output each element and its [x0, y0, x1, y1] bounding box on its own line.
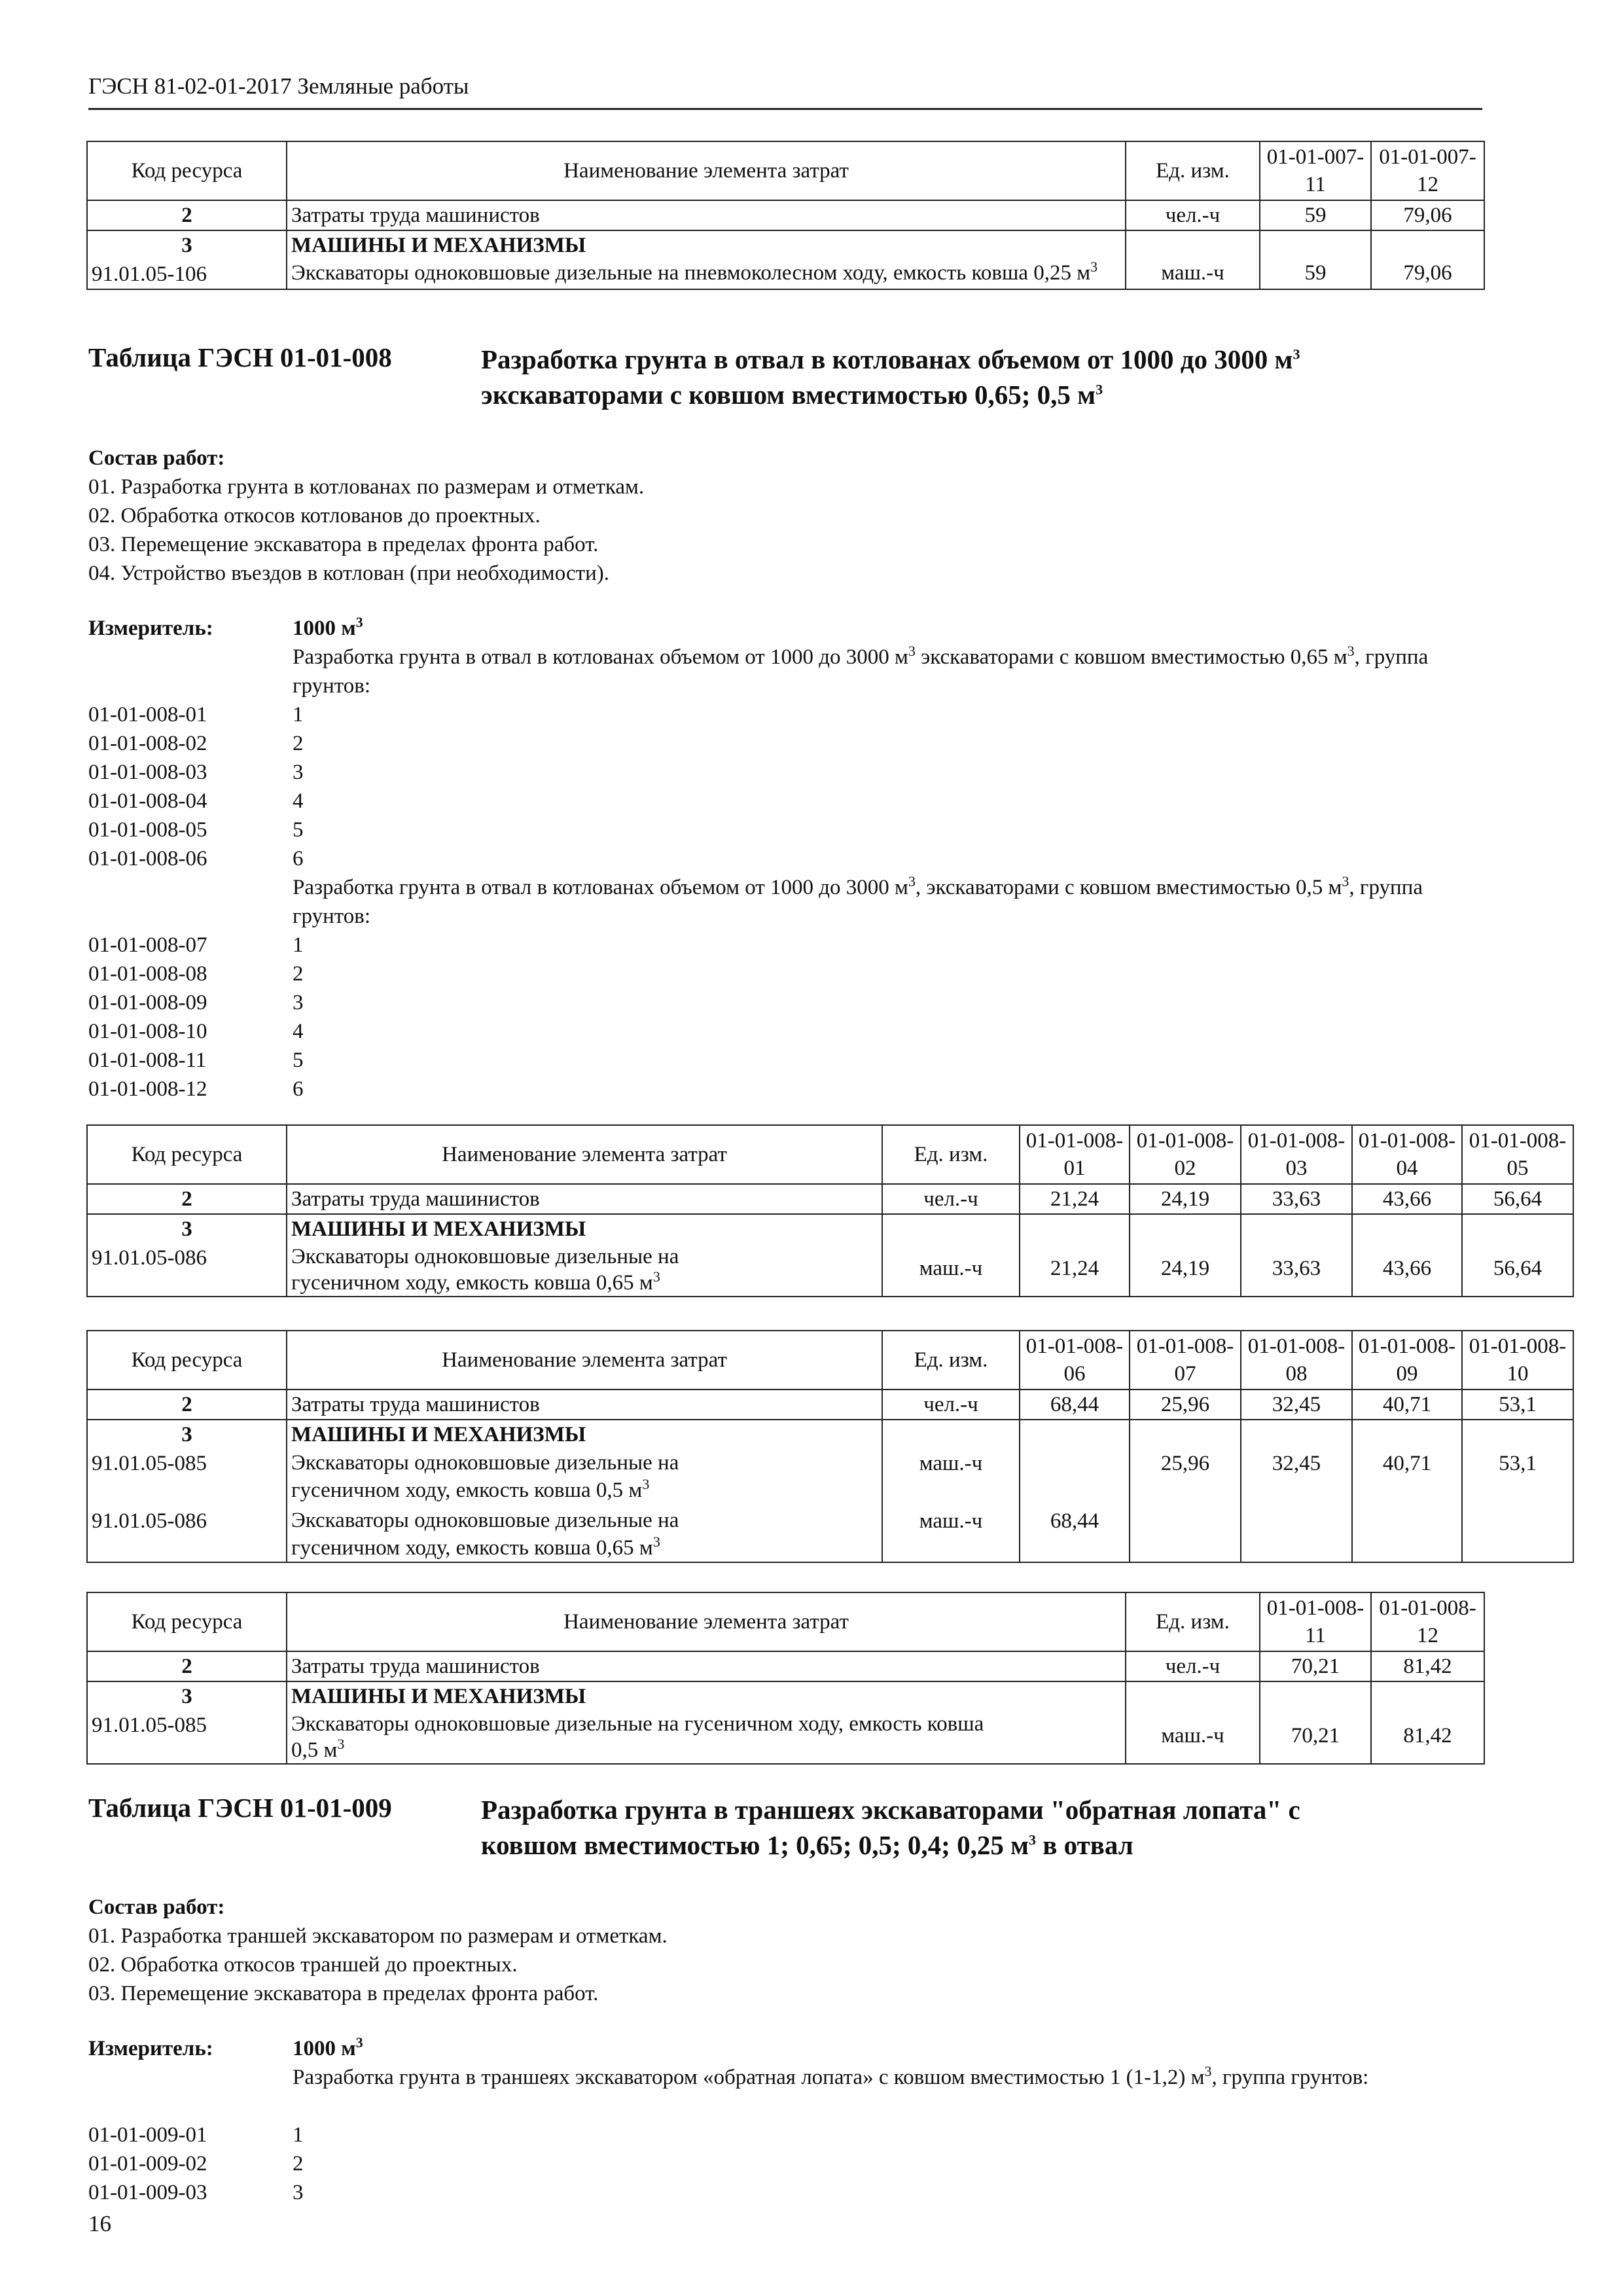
- row-name: Затраты труда машинистов: [287, 1651, 1126, 1681]
- col-header-code: Код ресурса: [87, 1592, 287, 1651]
- resource-name: Экскаваторы одноковшовые дизельные на гусеничном ходу, емкость ковша 0,65 $м^3$: [291, 1509, 679, 1560]
- resource-table-008-c: [86, 1592, 1485, 1765]
- table-title: Разработка грунта в траншеях экскаваторами "обратная лопата" с ковшом вместимостью 1; 0,65; 0,5; 0,4; 0,25 $м^3$ в отвал: [481, 1795, 1300, 1860]
- cell-value: 56,64: [1462, 1184, 1573, 1214]
- col-header-norm: 01-01-007-12: [1371, 141, 1484, 200]
- cell-value: 32,45: [1272, 1452, 1321, 1475]
- row-name: Затраты труда машинистов: [287, 1390, 882, 1420]
- cell-value: 25,96: [1160, 1452, 1210, 1475]
- col-header-norm: 01-01-008-08: [1241, 1331, 1352, 1390]
- resource-code: 91.01.05-086: [92, 1509, 207, 1533]
- machine-code-cell: [87, 1214, 287, 1297]
- col-header-norm: 01-01-008-03: [1241, 1125, 1352, 1184]
- col-header-code: Код ресурса: [87, 141, 287, 200]
- work-item: 01. Разработка траншей экскаватором по размерам и отметкам.: [88, 1924, 668, 1948]
- section-code: 3: [181, 234, 192, 257]
- col-header-name: Наименование элемента затрат: [287, 141, 1126, 200]
- row-code: 2: [87, 1390, 287, 1420]
- cell-value: 68,44: [1020, 1390, 1130, 1420]
- meter-value: 1000 $м^3$: [293, 2034, 363, 2060]
- row-code: 2: [87, 200, 287, 230]
- header-rule: [88, 108, 1482, 110]
- resource-name: Экскаваторы одноковшовые дизельные на гусеничном ходу, емкость ковша 0,5 $м^3$: [291, 1712, 984, 1762]
- cell-value: 43,66: [1352, 1214, 1462, 1297]
- meter-description: Разработка грунта в траншеях экскаватором «обратная лопата» с ковшом вместимостью 1 (1-1,2) $м^3$, группа грунтов:: [293, 2063, 1369, 2089]
- cell-value: 81,42: [1371, 1681, 1484, 1764]
- machine-code-cell: [87, 1420, 287, 1562]
- cell-value: 68,44: [1050, 1509, 1099, 1533]
- work-label: Состав работ:: [88, 446, 225, 470]
- col-header-name: Наименование элемента затрат: [287, 1125, 882, 1184]
- section-code: 3: [181, 1685, 192, 1708]
- cell-value: 25,96: [1130, 1390, 1241, 1420]
- resource-table-008-b: [86, 1330, 1574, 1563]
- cell-value: 53,1: [1499, 1452, 1537, 1475]
- col-header-unit: Ед. изм.: [882, 1331, 1020, 1390]
- cell-value: [1024, 1449, 1125, 1507]
- section-name: МАШИНЫ И МЕХАНИЗМЫ: [291, 234, 586, 257]
- resource-unit-cell: [882, 1420, 1020, 1562]
- col-header-code: Код ресурса: [87, 1125, 287, 1184]
- cell-value: 24,19: [1130, 1214, 1241, 1297]
- col-header-unit: Ед. изм.: [1126, 1592, 1260, 1651]
- col-header-norm: 01-01-008-01: [1020, 1125, 1130, 1184]
- cell-value: 79,06: [1371, 200, 1484, 230]
- col-header-norm: 01-01-008-06: [1020, 1331, 1130, 1390]
- cell-value: 70,21: [1260, 1681, 1371, 1764]
- row-unit: чел.-ч: [882, 1390, 1020, 1420]
- cell-value: 40,71: [1352, 1390, 1462, 1420]
- work-item: 02. Обработка откосов котлованов до проектных.: [88, 504, 541, 528]
- machine-name-cell: [287, 1214, 882, 1297]
- cell-value: 33,63: [1241, 1214, 1352, 1297]
- section-name: МАШИНЫ И МЕХАНИЗМЫ: [291, 1423, 586, 1446]
- meter-value: 1000 $м^3$: [293, 614, 363, 640]
- col-header-norm: 01-01-008-02: [1130, 1125, 1241, 1184]
- meter-description: Разработка грунта в отвал в котлованах объемом от 1000 до 3000 $м^3$ экскаваторами с ковшом вместимостью 0,65 $м^3$, группа грунтов:: [293, 643, 1429, 698]
- resource-table-008-a: [86, 1124, 1574, 1297]
- cell-value: 21,24: [1020, 1184, 1130, 1214]
- page-header: ГЭСН 81-02-01-2017 Земляные работы: [88, 73, 469, 99]
- col-header-name: Наименование элемента затрат: [287, 1592, 1126, 1651]
- section-name: МАШИНЫ И МЕХАНИЗМЫ: [291, 1217, 586, 1241]
- col-header-unit: Ед. изм.: [882, 1125, 1020, 1184]
- resource-unit: маш.-ч: [1126, 1681, 1260, 1764]
- row-code: 2: [87, 1184, 287, 1214]
- work-item: 02. Обработка откосов траншей до проектных.: [88, 1953, 518, 1977]
- row-unit: чел.-ч: [882, 1184, 1020, 1214]
- cell-value: 79,06: [1371, 230, 1484, 289]
- work-item: 01. Разработка грунта в котлованах по размерам и отметкам.: [88, 475, 645, 499]
- col-header-norm: 01-01-008-05: [1462, 1125, 1573, 1184]
- col-header-norm: 01-01-008-10: [1462, 1331, 1573, 1390]
- section-name: МАШИНЫ И МЕХАНИЗМЫ: [291, 1685, 586, 1708]
- col-header-norm: 01-01-008-07: [1130, 1331, 1241, 1390]
- col-header-name: Наименование элемента затрат: [287, 1331, 882, 1390]
- cell-value: 56,64: [1462, 1214, 1573, 1297]
- cell-value: 40,71: [1382, 1452, 1432, 1475]
- col-header-norm: 01-01-008-09: [1352, 1331, 1462, 1390]
- resource-name: Экскаваторы одноковшовые дизельные на пневмоколесном ходу, емкость ковша 0,25 $м^3$: [291, 259, 1098, 285]
- work-item: 04. Устройство въездов в котлован (при необходимости).: [88, 562, 609, 585]
- table-number: Таблица ГЭСН 01-01-008: [88, 342, 392, 372]
- cell-value: 81,42: [1371, 1651, 1484, 1681]
- resource-name: Экскаваторы одноковшовые дизельные на гусеничном ходу, емкость ковша 0,5 $м^3$: [291, 1451, 679, 1502]
- col-header-code: Код ресурса: [87, 1331, 287, 1390]
- page-number: 16: [88, 2211, 111, 2236]
- resource-unit: маш.-ч: [919, 1452, 983, 1475]
- section-code: 3: [181, 1217, 192, 1241]
- work-label: Состав работ:: [88, 1895, 225, 1919]
- row-unit: чел.-ч: [1126, 1651, 1260, 1681]
- norm-code-list: 01-01-008-07 1 01-01-008-08 2 01-01-008-09 3 01-01-008-10 4 01-01-008-11 5 01-01-008-12 6: [88, 933, 304, 1101]
- section-code: 3: [181, 1423, 192, 1446]
- cell-value: 24,19: [1130, 1184, 1241, 1214]
- col-header-norm: 01-01-008-11: [1260, 1592, 1371, 1651]
- col-header-norm: 01-01-008-04: [1352, 1125, 1462, 1184]
- work-item: 03. Перемещение экскаватора в пределах фронта работ.: [88, 1982, 599, 2005]
- machine-name-cell: [287, 230, 1126, 289]
- resource-unit: маш.-ч: [919, 1509, 983, 1533]
- row-unit: чел.-ч: [1126, 200, 1260, 230]
- table-title-009: [88, 1792, 1482, 1864]
- resource-table-007: [86, 141, 1485, 290]
- col-header-norm: 01-01-007-11: [1260, 141, 1371, 200]
- work-composition: [88, 1893, 1463, 2008]
- row-name: Затраты труда машинистов: [287, 200, 1126, 230]
- machine-code-cell: [87, 1681, 287, 1764]
- row-code: 2: [87, 1651, 287, 1681]
- machine-code-cell: [87, 230, 287, 289]
- norm-code-list: 01-01-009-01 1 01-01-009-02 2 01-01-009-03 3: [88, 2123, 304, 2204]
- work-item: 03. Перемещение экскаватора в пределах фронта работ.: [88, 533, 599, 556]
- resource-unit: маш.-ч: [1126, 230, 1260, 289]
- resource-code: 91.01.05-085: [92, 1713, 207, 1737]
- norm-code-list: 01-01-008-01 1 01-01-008-02 2 01-01-008-03 3 01-01-008-04 4 01-01-008-05 5 01-01-008-06 6: [88, 703, 304, 870]
- col-header-norm: 01-01-008-12: [1371, 1592, 1484, 1651]
- row-name: Затраты труда машинистов: [287, 1184, 882, 1214]
- meter-description: Разработка грунта в отвал в котлованах объемом от 1000 до 3000 $м^3$, экскаваторами с ковшом вместимостью 0,5 $м^3$, группа грунтов:: [293, 873, 1423, 928]
- table-number: Таблица ГЭСН 01-01-009: [88, 1793, 392, 1823]
- cell-value: 59: [1260, 200, 1371, 230]
- meter-label: Измеритель:: [88, 617, 213, 640]
- resource-unit: маш.-ч: [882, 1214, 1020, 1297]
- resource-name: Экскаваторы одноковшовые дизельные на гусеничном ходу, емкость ковша 0,65 $м^3$: [291, 1245, 679, 1295]
- cell-value: 32,45: [1241, 1390, 1352, 1420]
- table-title-008: [88, 342, 1482, 414]
- resource-code: 91.01.05-085: [92, 1452, 207, 1475]
- cell-value: 33,63: [1241, 1184, 1352, 1214]
- col-header-unit: Ед. изм.: [1126, 141, 1260, 200]
- resource-code: 91.01.05-086: [92, 1246, 207, 1270]
- machine-name-cell: [287, 1420, 882, 1562]
- resource-code: 91.01.05-106: [92, 262, 207, 286]
- cell-value: 70,21: [1260, 1651, 1371, 1681]
- cell-value: 59: [1260, 230, 1371, 289]
- table-title: Разработка грунта в отвал в котлованах объемом от 1000 до 3000 $м^3$ экскаваторами с ковшом вместимостью 0,65; 0,5 $м^3$: [481, 344, 1300, 410]
- work-composition: [88, 444, 1463, 588]
- meter-label: Измеритель:: [88, 2037, 213, 2060]
- cell-value: 43,66: [1352, 1184, 1462, 1214]
- cell-value: 53,1: [1462, 1390, 1573, 1420]
- cell-value: 21,24: [1020, 1214, 1130, 1297]
- machine-name-cell: [287, 1681, 1126, 1764]
